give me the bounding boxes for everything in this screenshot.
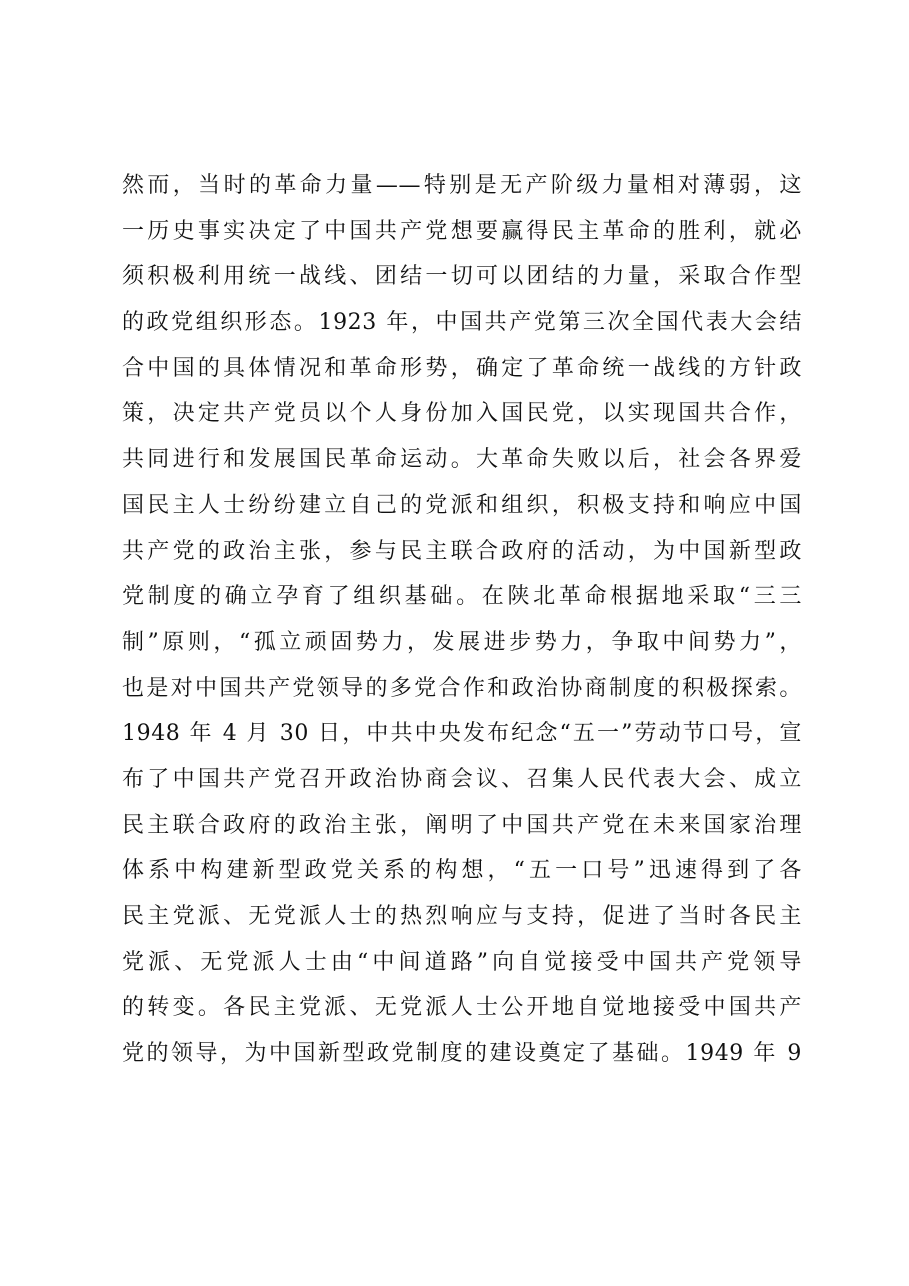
text-line: 1948 年 4 月 30 日，中共中央发布纪念“五一”劳动节口号，宣 bbox=[122, 721, 802, 747]
text-line: 制”原则，“孤立顽固势力，发展进步势力，争取中间势力”， bbox=[122, 629, 802, 655]
text-line: 合中国的具体情况和革命形势，确定了革命统一战线的方针政 bbox=[122, 355, 802, 381]
text-line: 的政党组织形态。1923 年，中国共产党第三次全国代表大会结 bbox=[122, 310, 802, 336]
text-line: 一历史事实决定了中国共产党想要赢得民主革命的胜利，就必 bbox=[122, 218, 802, 244]
text-line: 党派、无党派人士由“中间道路”向自觉接受中国共产党领导 bbox=[122, 949, 802, 975]
text-line: 党制度的确立孕育了组织基础。在陕北革命根据地采取“三三 bbox=[122, 584, 802, 610]
text-line: 须积极利用统一战线、团结一切可以团结的力量，采取合作型 bbox=[122, 264, 802, 290]
text-line: 的转变。各民主党派、无党派人士公开地自觉地接受中国共产 bbox=[122, 995, 802, 1021]
text-line: 然而，当时的革命力量——特别是无产阶级力量相对薄弱，这 bbox=[122, 173, 802, 198]
text-line: 民主党派、无党派人士的热烈响应与支持，促进了当时各民主 bbox=[122, 904, 802, 929]
body-paragraph bbox=[122, 163, 802, 1077]
text-line: 共同进行和发展国民革命运动。大革命失败以后，社会各界爱 bbox=[122, 447, 802, 473]
text-line: 布了中国共产党召开政治协商会议、召集人民代表大会、成立 bbox=[122, 766, 802, 792]
text-line: 党的领导，为中国新型政党制度的建设奠定了基础。1949 年 9 bbox=[122, 1041, 802, 1067]
text-line: 共产党的政治主张，参与民主联合政府的活动，为中国新型政 bbox=[122, 538, 802, 564]
text-line: 国民主人士纷纷建立自己的党派和组织，积极支持和响应中国 bbox=[122, 492, 802, 518]
text-line: 策，决定共产党员以个人身份加入国民党，以实现国共合作， bbox=[122, 401, 802, 427]
text-line: 民主联合政府的政治主张，阐明了中国共产党在未来国家治理 bbox=[122, 812, 802, 838]
text-line: 也是对中国共产党领导的多党合作和政治协商制度的积极探索。 bbox=[122, 675, 802, 701]
text-line: 体系中构建新型政党关系的构想，“五一口号”迅速得到了各 bbox=[122, 858, 802, 884]
